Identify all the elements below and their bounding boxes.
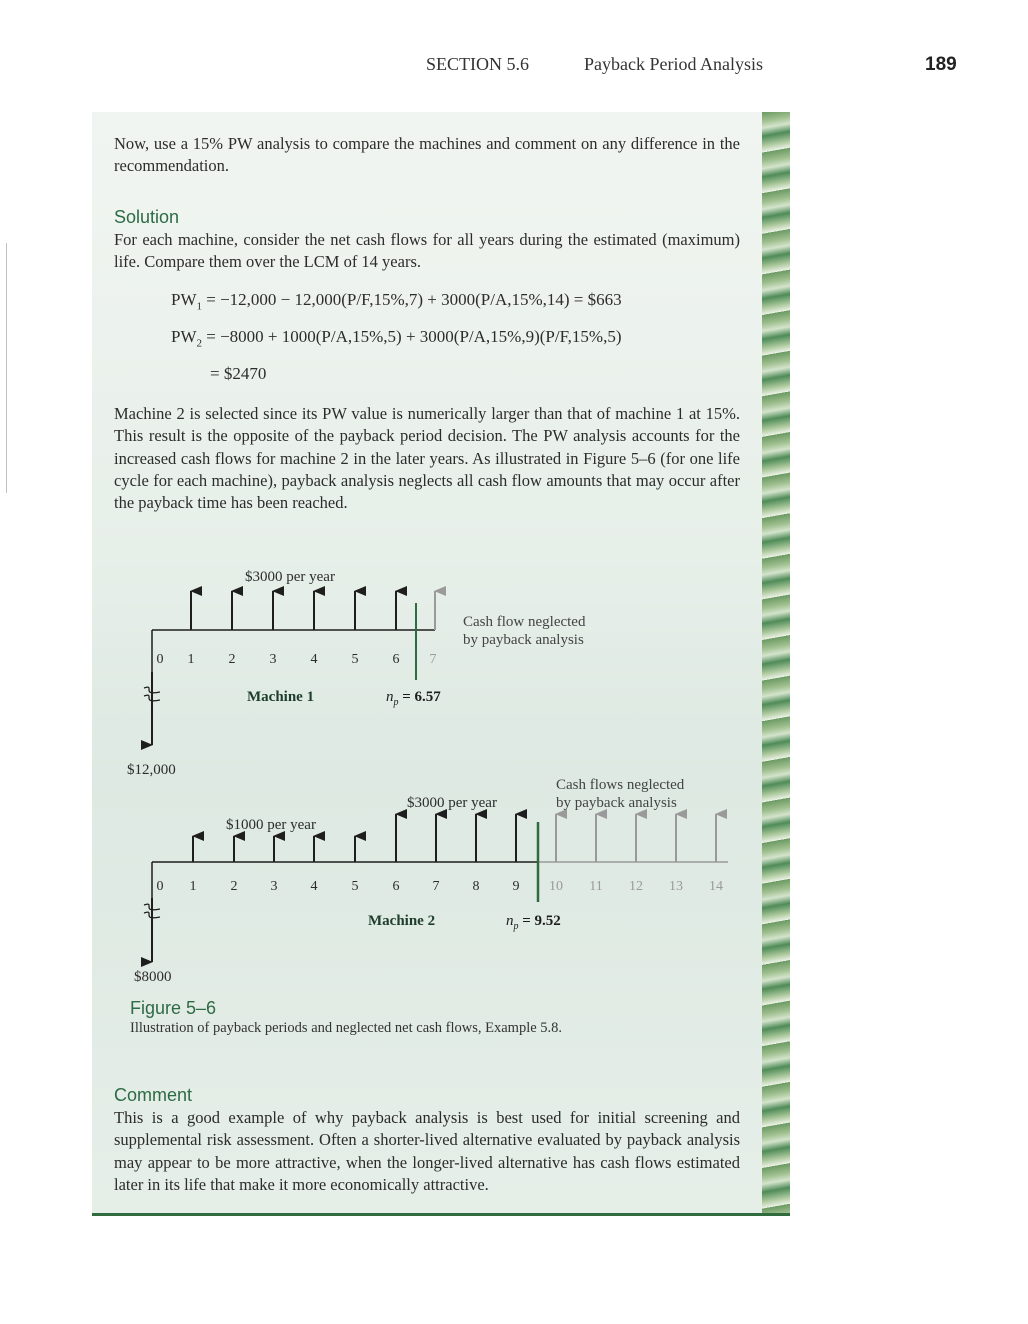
m2-np-symbol (506, 913, 561, 932)
section-title: Payback Period Analysis (584, 54, 763, 74)
m1-year-label: 3 (269, 652, 277, 667)
m2-year-label: 5 (351, 879, 359, 894)
m1-year-label: 4 (310, 652, 318, 667)
m2-year-label: 0 (156, 879, 164, 894)
m1-per-year-label: $3000 per year (245, 569, 335, 585)
m1-np-letter: n (386, 689, 394, 705)
m2-year-label: 9 (512, 879, 520, 894)
m2-year-label: 7 (432, 879, 440, 894)
eq2-rhs: = −8000 + 1000(P/A,15%,5) + 3000(P/A,15%,9)(P/F,15%,5) (202, 327, 622, 346)
m2-year-label: 1 (189, 879, 197, 894)
eq2-label: PW (171, 327, 197, 346)
result-paragraph: Machine 2 is selected since its PW value is numerically larger than that of machine 1 at 15%. This result is the opposite of the payback period decision. The PW analysis accounts for the increased cash flows for machine 2 in the later years. As illustrated in Figure 5–6 (for one life cycle for each machine), payback analysis neglects all cash flow amounts that may occur after the payback time has been reached. (114, 404, 740, 513)
equation-pw2-result: = $2470 (210, 364, 267, 383)
solution-paragraph: For each machine, consider the net cash flows for all years during the estimated (maximum) life. Compare them over the LCM of 14 years. (114, 230, 740, 272)
m2-np-subscript: p (513, 921, 519, 932)
figure-title: Figure 5–6 (130, 998, 217, 1018)
m1-neglected-label-line2: by payback analysis (463, 632, 584, 648)
m2-np-letter: n (506, 913, 514, 929)
m1-np-subscript: p (393, 697, 399, 708)
m2-year-label: 6 (392, 879, 400, 894)
m2-year-label-neglected: 14 (709, 879, 723, 894)
m1-neglected-label-line1: Cash flow neglected (463, 614, 586, 630)
machine2-diagram (134, 777, 728, 985)
m2-year-label-neglected: 12 (629, 879, 643, 894)
m2-neglected-label-line1: Cash flows neglected (556, 777, 685, 793)
m2-name: Machine 2 (368, 913, 436, 929)
m2-year-label: 8 (472, 879, 480, 894)
m2-per-year-high-label: $3000 per year (407, 795, 497, 811)
solution-heading: Solution (114, 207, 180, 227)
figure-caption: Illustration of payback periods and neglected net cash flows, Example 5.8. (130, 1020, 563, 1036)
comment-paragraph: This is a good example of why payback analysis is best used for initial screening and supplemental risk assessment. Often a shorter-lived alternative evaluated by payback analysis may appear to be more attractive, when the longer-lived alternative has cash flows estimated later in its life that make it more economically attractive. (114, 1108, 740, 1194)
m2-year-label-neglected: 13 (669, 879, 683, 894)
m2-np-value: = 9.52 (518, 913, 561, 929)
eq1-rhs: = −12,000 − 12,000(P/F,15%,7) + 3000(P/A,15%,14) = $663 (202, 290, 622, 309)
eq1-label: PW (171, 290, 197, 309)
eq2-subscript: 2 (196, 337, 202, 350)
m2-year-label: 4 (310, 879, 318, 894)
page-number: 189 (925, 54, 957, 75)
m1-year-label: 6 (392, 652, 400, 667)
comment-heading: Comment (114, 1085, 193, 1105)
m1-year-label: 5 (351, 652, 359, 667)
m1-year-label: 1 (187, 652, 195, 667)
m2-neglected-label-line2: by payback analysis (556, 795, 677, 811)
intro-paragraph: Now, use a 15% PW analysis to compare the machines and comment on any difference in the recommendation. (114, 134, 740, 176)
m2-year-label-neglected: 11 (589, 879, 603, 894)
m2-year-label: 2 (230, 879, 238, 894)
m1-year-label: 0 (156, 652, 164, 667)
m2-per-year-low-label: $1000 per year (226, 817, 316, 833)
eq1-subscript: 1 (196, 300, 202, 313)
m1-year-label: 2 (228, 652, 236, 667)
m2-year-label: 3 (270, 879, 278, 894)
m1-np-value: = 6.57 (398, 689, 441, 705)
m1-name: Machine 1 (247, 689, 315, 705)
m1-np-symbol (386, 689, 441, 708)
m1-year-label-neglected: 7 (429, 652, 437, 667)
m1-first-cost-label: $12,000 (127, 762, 176, 778)
m2-year-label-neglected: 10 (549, 879, 563, 894)
section-label: SECTION 5.6 (426, 54, 529, 74)
m2-first-cost-label: $8000 (134, 969, 172, 985)
machine1-diagram (127, 569, 586, 778)
